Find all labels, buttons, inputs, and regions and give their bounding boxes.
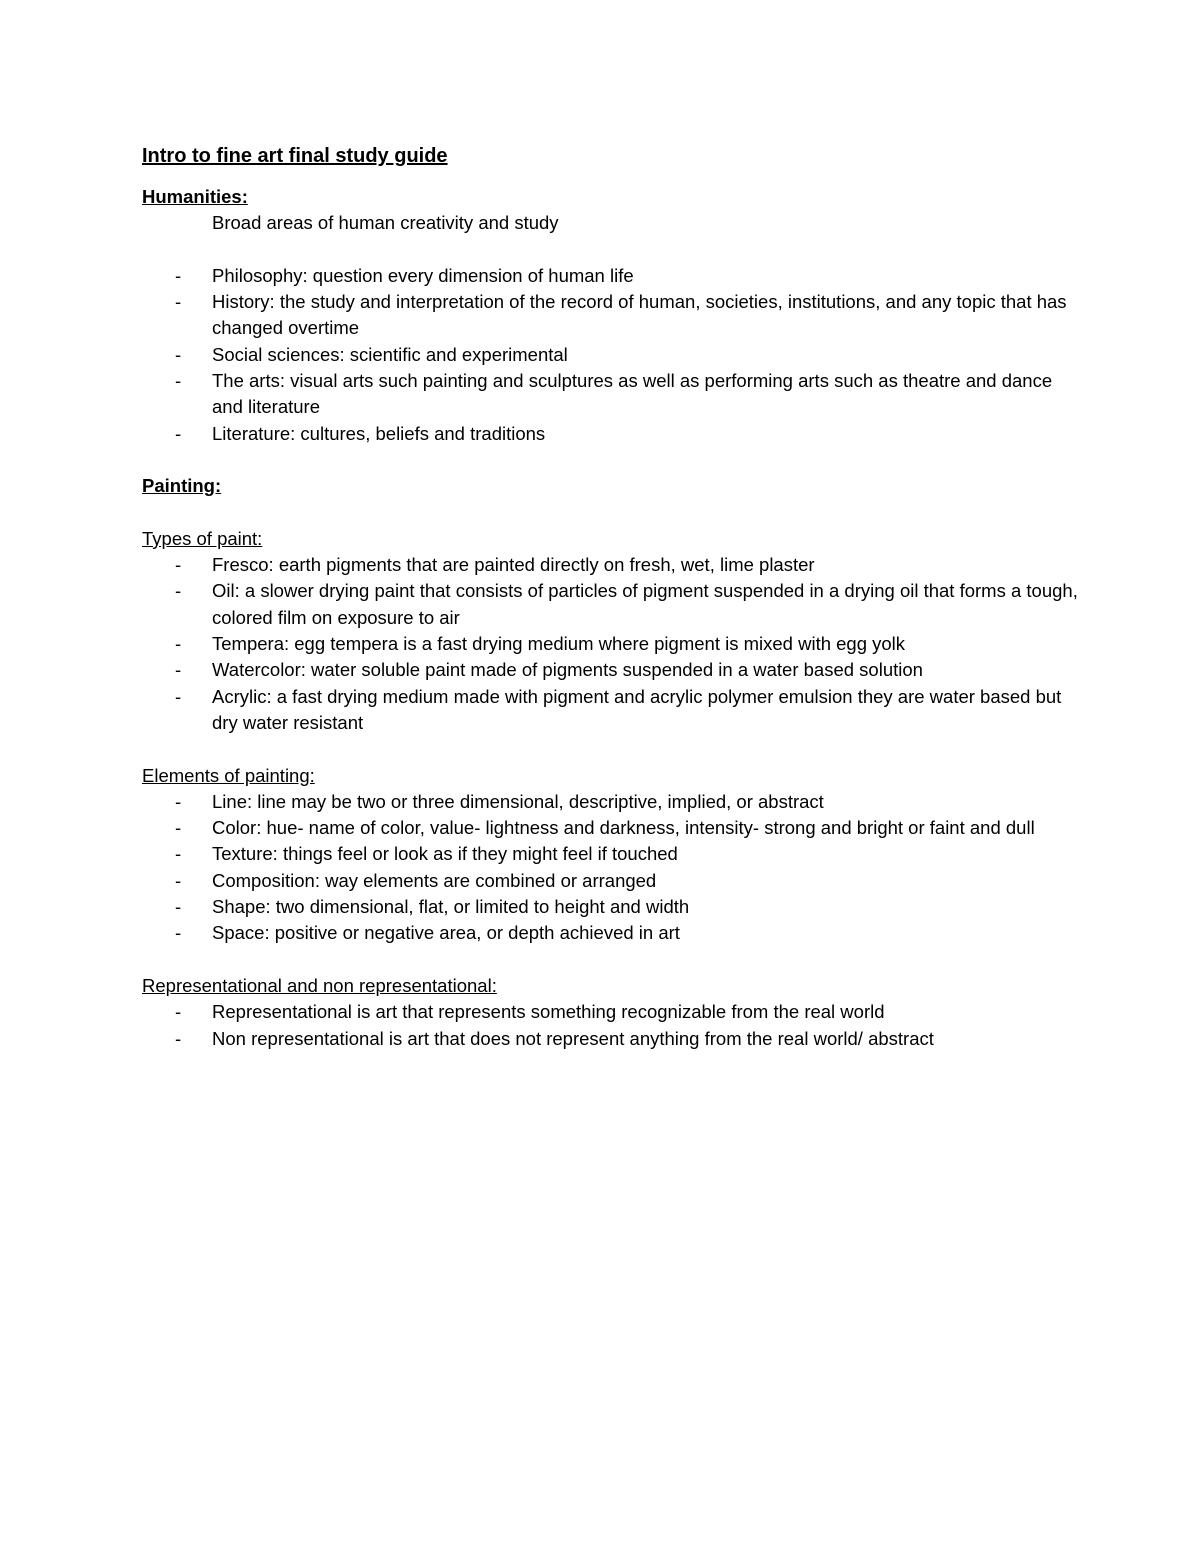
list-item xyxy=(142,815,1082,841)
list-item xyxy=(142,999,1082,1025)
dash-bullet: - xyxy=(175,922,182,944)
dash-bullet: - xyxy=(175,817,182,839)
list-item-text: The arts: visual arts such painting and sculptures as well as performing arts such as theatre and dance and literature xyxy=(212,370,1053,418)
list-item xyxy=(142,578,1082,631)
subheading-representational: Representational and non representational: xyxy=(142,974,497,996)
list-item xyxy=(142,868,1082,894)
section-heading-painting: Painting: xyxy=(142,475,222,497)
list-item xyxy=(142,289,1082,342)
document-title: Intro to fine art final study guide xyxy=(142,145,448,167)
document-body xyxy=(142,142,1082,1052)
dash-bullet: - xyxy=(175,580,182,602)
dash-bullet: - xyxy=(175,370,182,392)
list-item xyxy=(142,789,1082,815)
list-item xyxy=(142,841,1082,867)
list-item xyxy=(142,342,1082,368)
subheading-types-of-paint: Types of paint: xyxy=(142,527,263,549)
dash-bullet: - xyxy=(175,1001,182,1023)
list-item-text: Social sciences: scientific and experimental xyxy=(212,343,568,365)
dash-bullet: - xyxy=(175,264,182,286)
spacer xyxy=(142,447,1082,473)
subheading-elements-of-painting: Elements of painting: xyxy=(142,764,315,786)
list-item-text: Acrylic: a fast drying medium made with pigment and acrylic polymer emulsion they are water based but dry water resistant xyxy=(212,685,1062,733)
humanities-intro: Broad areas of human creativity and study xyxy=(212,212,559,234)
list-item xyxy=(142,368,1082,421)
dash-bullet: - xyxy=(175,659,182,681)
list-item-text: Texture: things feel or look as if they might feel if touched xyxy=(212,843,678,865)
spacer xyxy=(142,237,1082,263)
dash-bullet: - xyxy=(175,896,182,918)
spacer xyxy=(142,170,1082,184)
list-item xyxy=(142,631,1082,657)
spacer xyxy=(142,500,1082,526)
list-item xyxy=(142,920,1082,946)
dash-bullet: - xyxy=(175,843,182,865)
list-item-text: Non representational is art that does not represent anything from the real world/ abstract xyxy=(212,1027,934,1049)
list-item-text: Space: positive or negative area, or depth achieved in art xyxy=(212,922,680,944)
list-item-text: Line: line may be two or three dimensional, descriptive, implied, or abstract xyxy=(212,790,824,812)
list-item-text: Oil: a slower drying paint that consists of particles of pigment suspended in a drying oil that forms a tough, colored film on exposure to air xyxy=(212,580,1078,628)
list-item-text: Tempera: egg tempera is a fast drying medium where pigment is mixed with egg yolk xyxy=(212,633,906,655)
list-item-text: Color: hue- name of color, value- lightness and darkness, intensity- strong and bright or faint and dull xyxy=(212,817,1035,839)
list-item-text: Fresco: earth pigments that are painted directly on fresh, wet, lime plaster xyxy=(212,554,815,576)
list-item-text: Watercolor: water soluble paint made of pigments suspended in a water based solution xyxy=(212,659,923,681)
list-item-text: Literature: cultures, beliefs and traditions xyxy=(212,422,546,444)
list-item-text: Representational is art that represents something recognizable from the real world xyxy=(212,1001,885,1023)
list-item xyxy=(142,684,1082,737)
dash-bullet: - xyxy=(175,291,182,313)
dash-bullet: - xyxy=(175,343,182,365)
section-heading-humanities: Humanities: xyxy=(142,186,248,207)
humanities-list xyxy=(142,263,1082,447)
dash-bullet: - xyxy=(175,790,182,812)
list-item-text: Composition: way elements are combined or arranged xyxy=(212,869,657,891)
list-item-text: Philosophy: question every dimension of human life xyxy=(212,264,634,286)
dash-bullet: - xyxy=(175,422,182,444)
list-item xyxy=(142,894,1082,920)
list-item xyxy=(142,552,1082,578)
dash-bullet: - xyxy=(175,554,182,576)
list-item xyxy=(142,1026,1082,1052)
dash-bullet: - xyxy=(175,869,182,891)
dash-bullet: - xyxy=(175,633,182,655)
dash-bullet: - xyxy=(175,685,182,707)
list-item xyxy=(142,421,1082,447)
types-of-paint-list xyxy=(142,552,1082,736)
spacer xyxy=(142,947,1082,973)
dash-bullet: - xyxy=(175,1027,182,1049)
list-item xyxy=(142,263,1082,289)
list-item-text: History: the study and interpretation of the record of human, societies, institutions, and any topic that has changed overtime xyxy=(212,291,1067,339)
list-item-text: Shape: two dimensional, flat, or limited to height and width xyxy=(212,896,690,918)
representational-list xyxy=(142,999,1082,1052)
list-item xyxy=(142,657,1082,683)
spacer xyxy=(142,736,1082,762)
elements-of-painting-list xyxy=(142,789,1082,947)
